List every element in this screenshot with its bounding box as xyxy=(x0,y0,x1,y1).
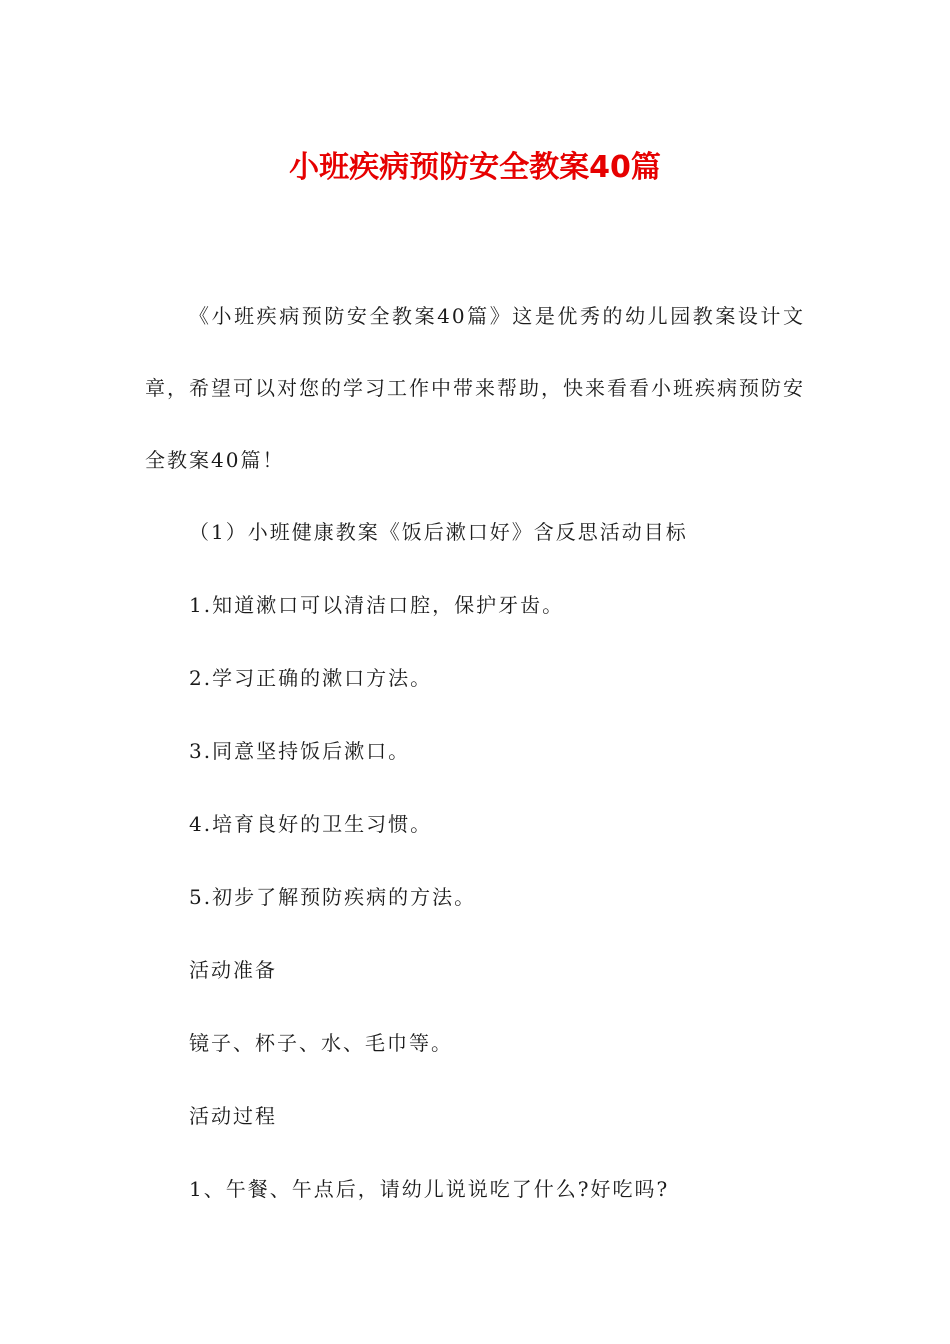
section-heading: （1）小班健康教案《饭后漱口好》含反思活动目标 xyxy=(189,520,688,544)
preparation-text: 镜子、杯子、水、毛巾等。 xyxy=(189,1031,453,1055)
goal-item: 3.同意坚持饭后漱口。 xyxy=(189,739,411,763)
page-title: 小班疾病预防安全教案40篇 xyxy=(289,150,661,185)
subheading-preparation: 活动准备 xyxy=(189,958,277,982)
goal-item: 5.初步了解预防疾病的方法。 xyxy=(189,885,477,909)
process-step: 1、午餐、午点后，请幼儿说说吃了什么?好吃吗? xyxy=(189,1177,670,1201)
subheading-process: 活动过程 xyxy=(189,1104,277,1128)
goal-item: 1.知道漱口可以清洁口腔，保护牙齿。 xyxy=(189,593,565,617)
document-body xyxy=(145,280,805,1226)
intro-paragraph: 《小班疾病预防安全教案40篇》这是优秀的幼儿园教案设计文章，希望可以对您的学习工作中带来帮助，快来看看小班疾病预防安全教案40篇！ xyxy=(145,304,805,472)
goal-item: 4.培育良好的卫生习惯。 xyxy=(189,812,433,836)
goal-item: 2.学习正确的漱口方法。 xyxy=(189,666,433,690)
